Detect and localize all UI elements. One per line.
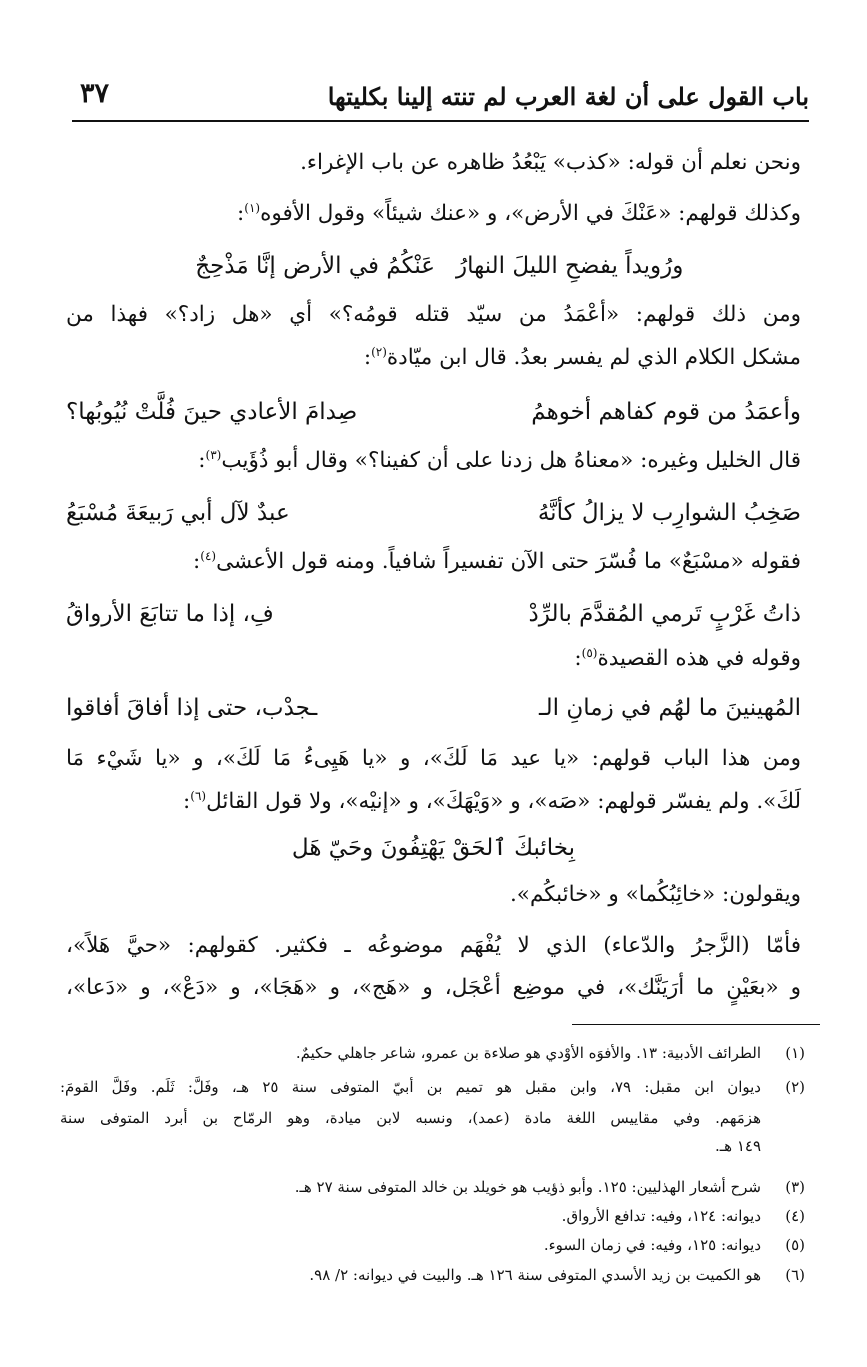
footnote-number: (٢) — [785, 1078, 805, 1096]
verse-hemistich-second: عبدٌ لآل أبي رَبيعَةَ مُسْبَعُ — [66, 500, 290, 526]
body-text: مشكل الكلام الذي لم يفسر بعدُ. قال ابن ميّادة — [386, 345, 801, 370]
footnote-text: هزمَهم. وفي مقاييس اللغة مادة (عمد)، ونسبه لابن ميادة، وهو الرمّاح بن أبرد المتوفى سنة — [60, 1109, 761, 1127]
footnote-ref: (١) — [244, 200, 261, 215]
footnote-number: (٦) — [785, 1266, 805, 1284]
body-line — [363, 344, 801, 370]
body-line: ومن ذلك قولهم: «أعْمَدُ من سيّد قتله قومُه؟» أي «هل زاد؟» فهذا من — [66, 302, 801, 327]
footnote-text: شرح أشعار الهذليين: ١٢٥. وأبو ذؤيب هو خويلد بن خالد المتوفى سنة ٢٧ هـ. — [294, 1178, 761, 1196]
body-line: ومن هذا الباب قولهم: «يا عيد مَا لَكَ»، و «يا هَيِىءُ مَا لَكَ»، و «يا شَيْء مَا — [66, 746, 801, 771]
verse-hemistich-first: عَنْكُمُ في الأرض إنَّا مَذْحِجٌ — [195, 253, 435, 279]
verse-hemistich-second: ورُويداً يفضحِ الليلَ النهارُ — [456, 253, 684, 279]
body-line: و «بعَيْنٍ ما أرَيَنَّك»، في موضِع أعْجَل، و «هَج»، و «هَجَا»، و «دَعْ»، و «دَعا»، — [66, 975, 801, 1000]
body-text: لَكَ». ولم يفسّر قولهم: «صَه»، و «وَيْهَكَ»، و «إنيْه»، ولا قول القائل — [206, 789, 801, 814]
footnote-text: هو الكميت بن زيد الأسدي المتوفى سنة ١٢٦ هـ. والبيت في ديوانه: ٢/ ٩٨. — [309, 1266, 761, 1284]
page-number: ٣٧ — [80, 78, 110, 109]
verse-hemistich-first: صَخِبُ الشوارِب لا يزالُ كأنَّهُ — [537, 500, 801, 526]
verse-hemistich-second: فِ، إذا ما تتابَعَ الأرواقُ — [66, 601, 274, 627]
body-line — [198, 447, 801, 473]
colon: : — [363, 345, 372, 370]
body-text: وكذلك قولهم: «عَنْكَ في الأرض»، و «عنك شيئاً» وقول الأفوه — [260, 201, 801, 226]
header-rule — [72, 120, 809, 122]
colon: : — [574, 646, 582, 671]
footnote-separator — [572, 1024, 820, 1025]
footnote-ref: (٢) — [371, 344, 387, 359]
body-line — [237, 200, 801, 226]
footnote-text: ديوانه: ١٢٤، وفيه: تدافع الأرواق. — [561, 1207, 761, 1225]
body-line — [574, 645, 801, 671]
body-line: ويقولون: «خائِبُكُما» و «خائبكُم». — [509, 882, 801, 907]
verse-hemistich-first: وأعمَدُ من قوم كفاهم أخوهمُ — [531, 399, 801, 425]
body-line — [193, 548, 801, 574]
footnote-ref: (٥) — [581, 645, 598, 660]
footnote-ref: (٦) — [190, 788, 207, 803]
verse-hemistich-second: صِدامَ الأعادي حينَ فُلَّتْ نُيُوبُها؟ — [66, 399, 358, 425]
colon: : — [183, 789, 191, 814]
body-text: فقوله «مسْبَعٌ» ما فُسّرَ حتى الآن تفسيراً شافياً. ومنه قول الأعشى — [216, 549, 801, 574]
footnote-ref: (٣) — [205, 447, 222, 462]
chapter-title: باب القول على أن لغة العرب لم تنته إلينا بكليتها — [327, 82, 809, 111]
colon: : — [237, 201, 245, 226]
body-line: ونحن نعلم أن قوله: «كذب» يَبْعُدُ ظاهره عن باب الإغراء. — [300, 150, 801, 175]
body-line: فأمّا (الزَّجرُ والدّعاء) الذي لا يُفْهَم موضوعُه ـ فكثير. كقولهم: «حيَّ هَلاً»، — [66, 933, 801, 958]
footnote-text: ديوان ابن مقبل: ٧٩، وابن مقبل هو تميم بن أبيّ المتوفى سنة ٢٥ هـ، وفَلَّ: ثَلَم. وفَلَّ القومَ: — [60, 1078, 761, 1096]
verse-single-line: بِخائبكَ ٱلحَقْ يَهْتِفُونَ وحَيّ هَل — [291, 835, 576, 861]
verse-hemistich-first: ذاتُ غَرْبٍ تَرمي المُقدَّمَ بالرِّدْ — [528, 601, 801, 627]
footnote-number: (٥) — [785, 1236, 805, 1254]
verse-hemistich-second: ـجدْب، حتى إذا أفاقَ أفاقوا — [66, 695, 318, 721]
footnote-text: ديوانه: ١٢٥، وفيه: في زمان السوء. — [543, 1236, 761, 1254]
colon: : — [198, 448, 206, 473]
footnote-number: (١) — [785, 1044, 805, 1062]
body-text: وقوله في هذه القصيدة — [597, 646, 801, 671]
footnote-ref: (٤) — [200, 548, 217, 563]
colon: : — [193, 549, 201, 574]
footnote-text: ١٤٩ هـ. — [714, 1137, 761, 1155]
verse-hemistich-first: المُهينينَ ما لهُم في زمانِ الـ — [538, 695, 801, 721]
footnote-text: الطرائف الأدبية: ١٣. والأفوَه الأوْدي هو صلاءة بن عمرو، شاعر جاهلي حكيمٌ. — [295, 1044, 761, 1062]
body-line — [183, 788, 801, 814]
running-header — [72, 76, 809, 122]
body-text: قال الخليل وغيره: «معناهُ هل زدنا على أن كفينا؟» وقال أبو ذُؤَيب — [221, 448, 801, 473]
footnote-number: (٣) — [785, 1178, 805, 1196]
footnote-number: (٤) — [785, 1207, 805, 1225]
